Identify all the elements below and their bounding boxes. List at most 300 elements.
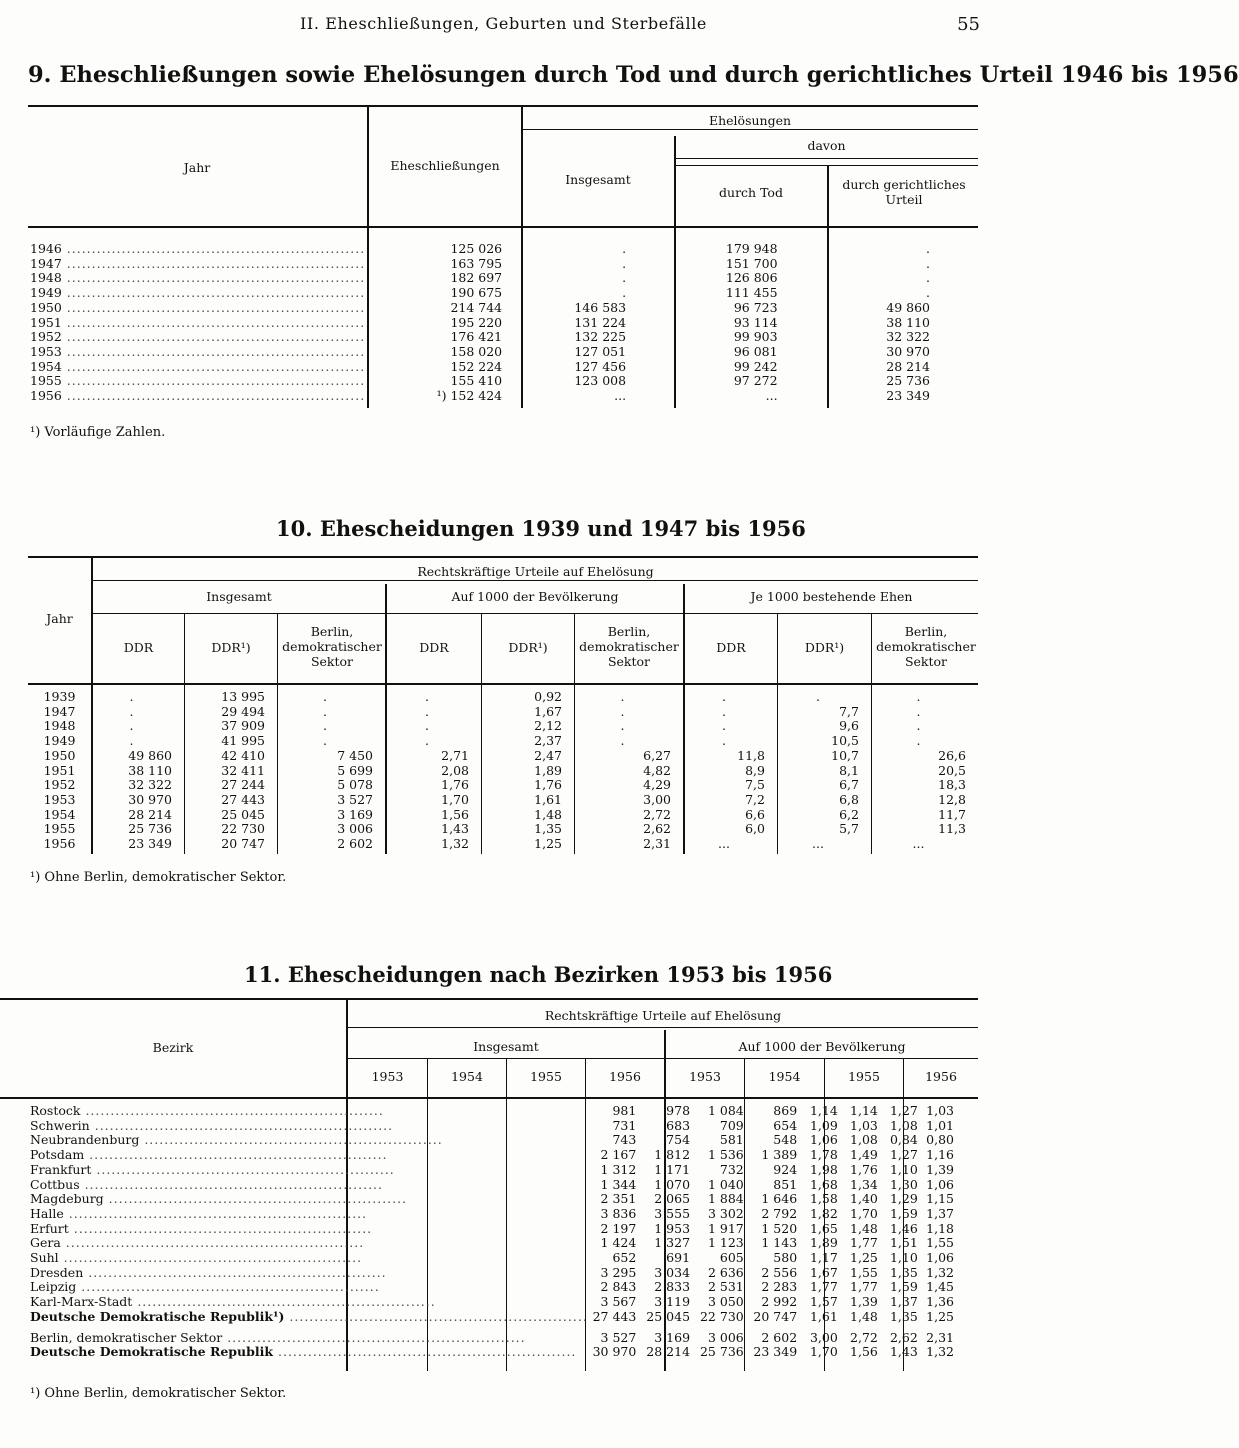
t11-value: 605	[719, 1250, 744, 1266]
t10-ddr1-total: 37 909	[221, 718, 265, 734]
t10-berlin-pop: 2,62	[643, 821, 671, 837]
table-row	[30, 1251, 960, 1266]
t10-year: 1939	[43, 689, 76, 704]
t9-total: .	[622, 270, 627, 286]
t9-court: 32 322	[886, 329, 930, 345]
t11-value: 652	[612, 1250, 637, 1266]
t9-death: 126 806	[725, 270, 778, 286]
table-row	[30, 1295, 960, 1310]
table-row	[30, 1119, 960, 1134]
t11-value: 3 527	[600, 1329, 637, 1345]
t11-value: 2 833	[654, 1279, 691, 1295]
t11-value: 1,77	[809, 1279, 838, 1295]
t10-ddr-total: 25 736	[128, 821, 172, 837]
t10-ddr1-pop: 1,25	[534, 836, 562, 852]
t10-group1: Insgesamt	[206, 589, 272, 604]
table-row	[30, 1222, 960, 1237]
t11-value: 3 006	[707, 1329, 744, 1345]
t11-district: Deutsche Demokratische Republik¹) ............................................................	[30, 1308, 588, 1324]
table11-title: 11. Ehescheidungen nach Bezirken 1953 bis 1956	[244, 962, 833, 987]
t11-value: 2 531	[707, 1279, 744, 1295]
table-row	[30, 286, 930, 301]
t10-ddr-marr: 6,6	[745, 806, 765, 822]
t11-value: 1,70	[809, 1344, 838, 1360]
t9-total: 127 051	[574, 343, 627, 359]
t9-total: 132 225	[574, 329, 627, 345]
t11-district: Potsdam ............................................................	[30, 1147, 388, 1163]
t10-sub-ddr1-2: DDR¹)	[508, 640, 548, 655]
t9-court: 38 110	[886, 314, 930, 330]
t11-value: 924	[773, 1161, 798, 1177]
t10-berlin-pop: 2,31	[643, 836, 671, 852]
t11-value: 3 555	[654, 1205, 691, 1221]
t11-district: Magdeburg ............................................................	[30, 1191, 408, 1207]
t11-value: 1,45	[926, 1279, 954, 1295]
t10-ddr1-marr: 6,7	[839, 777, 859, 793]
t11-year-1953-b: 1953	[689, 1069, 721, 1084]
t11-district: Neubrandenburg ............................................................	[30, 1132, 443, 1148]
t11-value: 3 836	[600, 1205, 637, 1221]
t11-district: Suhl ............................................................	[30, 1250, 363, 1266]
t11-value: 743	[612, 1132, 637, 1148]
table10-title: 10. Ehescheidungen 1939 und 1947 bis 1956	[276, 516, 806, 541]
t9-year: 1948 ............................................................	[30, 270, 366, 286]
t10-ddr1-pop: 0,92	[534, 689, 562, 704]
t11-value: 1,03	[850, 1117, 878, 1133]
t11-value: 2 636	[707, 1264, 744, 1280]
t11-value: 1,48	[850, 1220, 878, 1236]
t10-sub-ddr-3: DDR	[716, 640, 746, 655]
t11-value: 1,39	[926, 1161, 954, 1177]
t11-value: 1,32	[926, 1264, 954, 1280]
t10-berlin-pop: 2,72	[643, 806, 671, 822]
t10-ddr-total: 32 322	[128, 777, 172, 793]
table-row	[30, 374, 930, 389]
t11-value: 691	[666, 1250, 691, 1266]
t9-year: 1955 ............................................................	[30, 373, 366, 389]
t11-value: 1,57	[809, 1294, 838, 1310]
t9-court: .	[926, 285, 930, 301]
t10-berlin-pop: .	[620, 733, 625, 749]
t11-year-1953-a: 1953	[371, 1069, 404, 1084]
t11-value: 2,31	[926, 1329, 954, 1345]
t11-value: 981	[612, 1103, 637, 1118]
t10-ddr1-marr: ...	[812, 836, 824, 852]
t11-year-1956-a: 1956	[609, 1069, 641, 1084]
t11-value: 25 045	[646, 1308, 691, 1324]
t10-ddr1-marr: 5,7	[839, 821, 859, 837]
table-row	[30, 1192, 960, 1207]
t10-ddr1-pop: 1,61	[534, 791, 562, 807]
t10-ddr-total: .	[129, 733, 134, 749]
t10-berlin-total: 2 602	[337, 836, 373, 852]
t11-value: 1,16	[926, 1147, 954, 1163]
t11-value: 1,76	[850, 1161, 878, 1177]
t11-value: 1,06	[809, 1132, 838, 1148]
t11-value: 1,65	[809, 1220, 838, 1236]
t11-value: 0,80	[926, 1132, 954, 1148]
t10-ddr-pop: 1,76	[441, 777, 469, 793]
t10-berlin-pop: .	[620, 689, 625, 704]
t11-value: 2 167	[600, 1147, 637, 1163]
t11-value: 1,35	[889, 1308, 918, 1324]
t9-year: 1954 ............................................................	[30, 358, 366, 374]
t9-court: .	[926, 255, 930, 271]
t9-year: 1950 ............................................................	[30, 299, 366, 315]
t11-value: 1,77	[850, 1279, 878, 1295]
table-row	[30, 301, 930, 316]
t10-berlin-pop: 4,82	[643, 762, 671, 778]
table-row	[28, 778, 978, 793]
t11-year-1955-b: 1955	[848, 1069, 880, 1084]
t10-berlin-total: 5 699	[337, 762, 373, 778]
t11-value: 1,03	[926, 1103, 954, 1118]
t10-ddr-total: 23 349	[128, 836, 172, 852]
table-row	[30, 1345, 960, 1360]
page-number: 55	[957, 14, 980, 35]
t11-value: 3 302	[707, 1205, 744, 1221]
t10-ddr1-pop: 1,76	[534, 777, 562, 793]
t10-berlin-total: 5 078	[337, 777, 373, 793]
t10-year: 1951	[43, 762, 76, 778]
t9-col-davon: davon	[807, 138, 846, 153]
t9-marriages: ¹) 152 424	[436, 388, 503, 404]
t10-ddr1-pop: 2,12	[534, 718, 562, 734]
table-row	[30, 1148, 960, 1163]
t10-berlin-pop: 6,27	[643, 747, 671, 763]
t10-ddr-marr: 11,8	[737, 747, 765, 763]
t10-ddr-pop: .	[425, 718, 429, 734]
t11-value: 2 556	[761, 1264, 798, 1280]
t10-berlin-marr: .	[916, 718, 921, 734]
t11-value: 1,17	[809, 1250, 838, 1266]
t9-col-year: Jahr	[183, 160, 211, 175]
t11-value: 1,46	[889, 1220, 918, 1236]
t9-year: 1949 ............................................................	[30, 285, 366, 301]
table-row	[30, 1104, 960, 1119]
t11-col-main: Rechtskräftige Urteile auf Ehelösung	[544, 1008, 782, 1023]
page-header	[0, 14, 1024, 38]
t11-value: 3 567	[600, 1294, 637, 1310]
t10-ddr1-marr: 7,7	[839, 703, 859, 719]
t10-berlin-total: 7 450	[337, 747, 373, 763]
table-row	[28, 690, 978, 705]
t10-ddr-pop: 2,08	[441, 762, 469, 778]
t10-ddr1-total: 27 244	[221, 777, 265, 793]
t11-value: 732	[719, 1161, 744, 1177]
t11-value: 3,00	[809, 1329, 838, 1345]
table-row	[28, 793, 978, 808]
t10-ddr-marr: .	[722, 703, 726, 719]
t10-berlin-total: 3 527	[337, 791, 373, 807]
t11-year-1954-a: 1954	[451, 1069, 483, 1084]
t11-value: 3 050	[707, 1294, 744, 1310]
t10-year: 1947	[43, 703, 76, 719]
t9-total: 131 224	[574, 314, 627, 330]
t11-district: Gera ............................................................	[30, 1235, 365, 1251]
t9-total: 123 008	[574, 373, 627, 389]
t11-value: 1,08	[889, 1117, 918, 1133]
t9-col-dissolutions: Ehelösungen	[708, 113, 792, 128]
t11-value: 1,98	[809, 1161, 838, 1177]
t10-year: 1955	[43, 821, 76, 837]
t10-berlin-marr: .	[916, 733, 921, 749]
section-title: II. Eheschließungen, Geburten und Sterbefälle	[300, 14, 707, 33]
table-row	[30, 242, 930, 257]
t10-berlin-marr: 12,8	[938, 791, 966, 807]
t11-value: 1 084	[707, 1103, 744, 1118]
t11-value: 1,89	[809, 1235, 838, 1251]
t9-marriages: 155 410	[450, 373, 503, 389]
t9-year: 1947 ............................................................	[30, 255, 366, 271]
t11-value: 1 040	[707, 1176, 744, 1192]
t9-year: 1951 ............................................................	[30, 314, 366, 330]
t11-value: 1,59	[889, 1279, 918, 1295]
t11-value: 1,27	[889, 1103, 918, 1118]
t10-ddr-pop: 2,71	[441, 747, 469, 763]
t11-value: 3 119	[654, 1294, 691, 1310]
t11-value: 1,35	[889, 1264, 918, 1280]
t10-sub-berlin-1: Berlin, demokratischer Sektor	[282, 624, 382, 669]
t11-value: 754	[666, 1132, 691, 1148]
t9-court: .	[926, 241, 930, 256]
t11-value: 1,40	[850, 1191, 878, 1207]
table-row	[28, 808, 978, 823]
t9-marriages: 214 744	[450, 299, 503, 315]
t11-value: 580	[773, 1250, 798, 1266]
t11-value: 1,25	[926, 1308, 954, 1324]
t10-ddr1-marr: 9,6	[839, 718, 859, 734]
table-row	[28, 764, 978, 779]
t11-value: 2 792	[761, 1205, 798, 1221]
t9-marriages: 182 697	[450, 270, 503, 286]
t10-sub-ddr1-1: DDR¹)	[211, 640, 251, 655]
t10-berlin-marr: 11,3	[938, 821, 966, 837]
t9-col-total: Insgesamt	[565, 172, 631, 187]
t11-value: 1 884	[707, 1191, 744, 1207]
t10-berlin-total: 3 169	[337, 806, 373, 822]
t10-berlin-total: .	[323, 718, 327, 734]
t11-value: 654	[773, 1117, 798, 1133]
table-row	[30, 345, 930, 360]
t11-value: 1,48	[850, 1308, 878, 1324]
t11-value: 1,70	[850, 1205, 878, 1221]
t11-value: 1 070	[654, 1176, 691, 1192]
t10-ddr1-pop: 2,47	[534, 747, 562, 763]
t11-value: 1 536	[707, 1147, 744, 1163]
t9-year: 1952 ............................................................	[30, 329, 366, 345]
table-row	[30, 1236, 960, 1251]
t11-year-1954-b: 1954	[768, 1069, 801, 1084]
t11-value: 22 730	[699, 1308, 744, 1324]
t10-ddr-pop: .	[425, 689, 429, 704]
table-row	[30, 1163, 960, 1178]
t10-berlin-marr: 20,5	[938, 762, 966, 778]
t9-death: 99 903	[733, 329, 778, 345]
t11-value: 1,77	[850, 1235, 878, 1251]
t10-ddr-marr: 7,5	[745, 777, 765, 793]
t10-berlin-marr: 18,3	[938, 777, 966, 793]
t10-col-main: Rechtskräftige Urteile auf Ehelösung	[417, 564, 654, 579]
t11-value: 2 065	[654, 1191, 691, 1207]
t9-total: 127 456	[574, 358, 627, 374]
t11-value: 1 520	[761, 1220, 798, 1236]
t11-value: 1,34	[850, 1176, 878, 1192]
t10-ddr-marr: 8,9	[745, 762, 765, 778]
t10-col-year: Jahr	[46, 611, 73, 626]
table-row	[30, 1178, 960, 1193]
t11-group1: Insgesamt	[473, 1039, 539, 1054]
table-row	[30, 1328, 960, 1346]
t11-value: 1 953	[654, 1220, 691, 1236]
t10-year: 1952	[43, 777, 76, 793]
t10-ddr-pop: .	[425, 703, 429, 719]
table-row	[30, 389, 930, 404]
t10-berlin-total: .	[323, 733, 327, 749]
t10-berlin-pop: 4,29	[643, 777, 671, 793]
t11-body	[30, 1104, 960, 1360]
table9-title: 9. Eheschließungen sowie Ehelösungen durch Tod und durch gerichtliches Urteil 1946 bis 1956	[28, 62, 1239, 88]
t11-district: Berlin, demokratischer Sektor ............................................................	[30, 1329, 526, 1345]
t11-value: 1,32	[926, 1344, 954, 1360]
t10-ddr-total: .	[129, 689, 134, 704]
t10-ddr-total: 28 214	[128, 806, 172, 822]
t10-sub-ddr1-3: DDR¹)	[804, 640, 845, 655]
t11-value: 2 843	[600, 1279, 637, 1295]
t11-value: 2 992	[761, 1294, 798, 1310]
t10-year: 1950	[43, 747, 76, 763]
t11-value: 2 197	[600, 1220, 637, 1236]
t9-death: 111 455	[725, 285, 778, 301]
t11-value: 2,62	[889, 1329, 918, 1345]
table-row	[28, 822, 978, 837]
t10-ddr-total: 49 860	[128, 747, 172, 763]
t11-value: 1 917	[707, 1220, 744, 1236]
t10-berlin-marr: .	[916, 703, 921, 719]
t11-value: 1,55	[926, 1235, 954, 1251]
t10-ddr-pop: .	[425, 733, 429, 749]
t10-berlin-total: 3 006	[337, 821, 373, 837]
t9-death: 93 114	[733, 314, 778, 330]
table-row	[30, 1310, 960, 1328]
t11-district: Halle ............................................................	[30, 1205, 368, 1221]
t11-value: 1,56	[850, 1344, 878, 1360]
t11-district: Rostock ............................................................	[30, 1103, 384, 1118]
t10-ddr1-pop: 1,67	[534, 703, 562, 719]
t11-value: 25 736	[699, 1344, 744, 1360]
t10-year: 1948	[43, 718, 76, 734]
t11-value: 548	[773, 1132, 798, 1148]
table-row	[30, 330, 930, 345]
t11-value: 1,06	[926, 1176, 954, 1192]
t11-value: 1 424	[600, 1235, 637, 1251]
t11-value: 1,06	[926, 1250, 954, 1266]
t11-value: 1,29	[889, 1191, 918, 1207]
t11-value: 1,49	[850, 1147, 878, 1163]
t10-ddr1-marr: 6,8	[839, 791, 859, 807]
table-row	[30, 271, 930, 286]
t11-value: 869	[773, 1103, 798, 1118]
t10-year: 1949	[43, 733, 76, 749]
t11-value: 731	[612, 1117, 637, 1133]
t11-value: 1,43	[889, 1344, 918, 1360]
t11-value: 1,61	[809, 1308, 838, 1324]
t11-value: 1 389	[761, 1147, 798, 1163]
t9-total: ...	[614, 388, 627, 404]
t11-value: 27 443	[592, 1308, 637, 1324]
table-row	[30, 1280, 960, 1295]
t10-berlin-marr: 11,7	[938, 806, 966, 822]
t10-ddr1-total: 22 730	[221, 821, 265, 837]
t10-ddr-marr: .	[722, 733, 726, 749]
t9-total: .	[622, 241, 627, 256]
t9-death: ...	[765, 388, 778, 404]
t10-berlin-marr: .	[916, 689, 921, 704]
t11-value: 1,68	[809, 1176, 838, 1192]
t9-marriages: 125 026	[450, 241, 503, 256]
t11-value: 1,18	[926, 1220, 954, 1236]
t9-death: 96 723	[733, 299, 778, 315]
t10-berlin-pop: 3,00	[643, 791, 671, 807]
t11-district: Dresden ............................................................	[30, 1264, 387, 1280]
t11-value: 1,27	[889, 1147, 918, 1163]
t10-ddr-pop: 1,70	[441, 791, 469, 807]
t11-value: 2 283	[761, 1279, 798, 1295]
t11-value: 1 143	[761, 1235, 798, 1251]
t11-value: 23 349	[753, 1344, 798, 1360]
t11-district: Leipzig ............................................................	[30, 1279, 380, 1295]
t9-year: 1956 ............................................................	[30, 388, 366, 404]
t11-district: Cottbus ............................................................	[30, 1176, 383, 1192]
t10-ddr1-total: 25 045	[221, 806, 265, 822]
t11-value: 1,36	[926, 1294, 954, 1310]
t9-death: 97 272	[733, 373, 778, 389]
t11-value: 683	[666, 1117, 691, 1133]
t10-year: 1953	[43, 791, 76, 807]
t9-col-marriages: Eheschließungen	[390, 158, 500, 173]
t10-ddr1-total: 29 494	[221, 703, 265, 719]
table-row	[28, 749, 978, 764]
t11-group2: Auf 1000 der Bevölkerung	[738, 1039, 906, 1054]
t10-year: 1954	[43, 806, 76, 822]
t10-footnote: ¹) Ohne Berlin, demokratischer Sektor.	[30, 870, 287, 885]
t10-ddr-marr: .	[722, 718, 726, 734]
t11-district: Erfurt ............................................................	[30, 1220, 373, 1236]
t9-year: 1953 ............................................................	[30, 343, 366, 359]
t9-court: .	[926, 270, 930, 286]
t10-group2: Auf 1000 der Bevölkerung	[451, 589, 619, 604]
t11-value: 3 169	[654, 1329, 691, 1345]
t11-value: 1,30	[889, 1176, 918, 1192]
t11-value: 581	[719, 1132, 744, 1148]
t10-sub-ddr-2: DDR	[419, 640, 449, 655]
t11-value: 2,72	[850, 1329, 878, 1345]
t10-ddr1-marr: 10,7	[831, 747, 859, 763]
t10-ddr1-pop: 1,89	[534, 762, 562, 778]
t9-death: 179 948	[725, 241, 778, 256]
t11-value: 30 970	[592, 1344, 637, 1360]
t9-marriages: 190 675	[450, 285, 503, 301]
t11-value: 1,39	[850, 1294, 878, 1310]
t11-year-1956-b: 1956	[925, 1069, 957, 1084]
t11-value: 1,25	[850, 1250, 878, 1266]
t10-ddr-marr: 6,0	[745, 821, 765, 837]
t9-death: 96 081	[733, 343, 778, 359]
t10-ddr1-total: 27 443	[221, 791, 265, 807]
t10-sub-berlin-3: Berlin, demokratischer Sektor	[876, 624, 976, 669]
t11-district: Schwerin ............................................................	[30, 1117, 394, 1133]
t10-ddr1-marr: .	[816, 689, 820, 704]
